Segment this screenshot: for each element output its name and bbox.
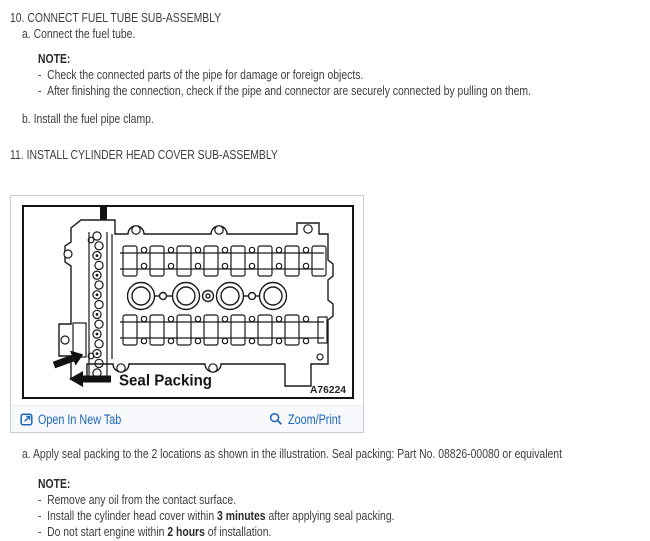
note-bullet: - Remove any oil from the contact surface. (38, 492, 237, 507)
note-bullet: - Check the connected parts of the pipe for damage or foreign objects. (38, 67, 364, 82)
line-art-drawing (22, 205, 354, 399)
note-bullet: - Install the cylinder head cover within 3 minutes after applying seal packing. (38, 508, 395, 523)
magnifier-icon (269, 412, 283, 426)
cylinder-head-cover-illustration (11, 196, 363, 405)
note-bullet: - Do not start engine within 2 hours of installation. (38, 524, 272, 539)
bold-duration: 3 minutes (217, 508, 266, 523)
open-in-new-tab-link[interactable]: Open In New Tab (20, 412, 142, 427)
step10-item-b: b. Install the fuel pipe clamp. (22, 111, 154, 126)
seal-packing-label: Seal Packing (119, 372, 212, 390)
zoom-print-link[interactable]: Zoom/Print (269, 412, 354, 427)
step11-heading: 11. INSTALL CYLINDER HEAD COVER SUB-ASSEMBLY (10, 147, 278, 162)
external-link-icon (20, 413, 33, 426)
note-label: NOTE: (38, 476, 71, 491)
step11-item-a: a. Apply seal packing to the 2 locations as shown in the illustration. Seal packing: Part No. 08826-00080 or equivalent (22, 446, 562, 461)
figure-code: A76224 (310, 384, 347, 396)
bullet-marker: - (38, 524, 42, 539)
figure-link-bar (11, 405, 363, 432)
bullet-marker: - (38, 492, 42, 507)
step10-note (38, 51, 650, 99)
illustration-panel (10, 195, 364, 433)
note-bullet: - After finishing the connection, check if the pipe and connector are securely connected by pulling on them. (38, 83, 531, 98)
step10-item-a: a. Connect the fuel tube. (22, 26, 136, 41)
bold-duration: 2 hours (167, 524, 205, 539)
bullet-marker: - (38, 67, 42, 82)
step11-note (38, 476, 650, 540)
step10-heading: 10. CONNECT FUEL TUBE SUB-ASSEMBLY (10, 10, 222, 25)
bullet-marker: - (38, 508, 42, 523)
bullet-marker: - (38, 83, 42, 98)
note-label: NOTE: (38, 51, 71, 66)
